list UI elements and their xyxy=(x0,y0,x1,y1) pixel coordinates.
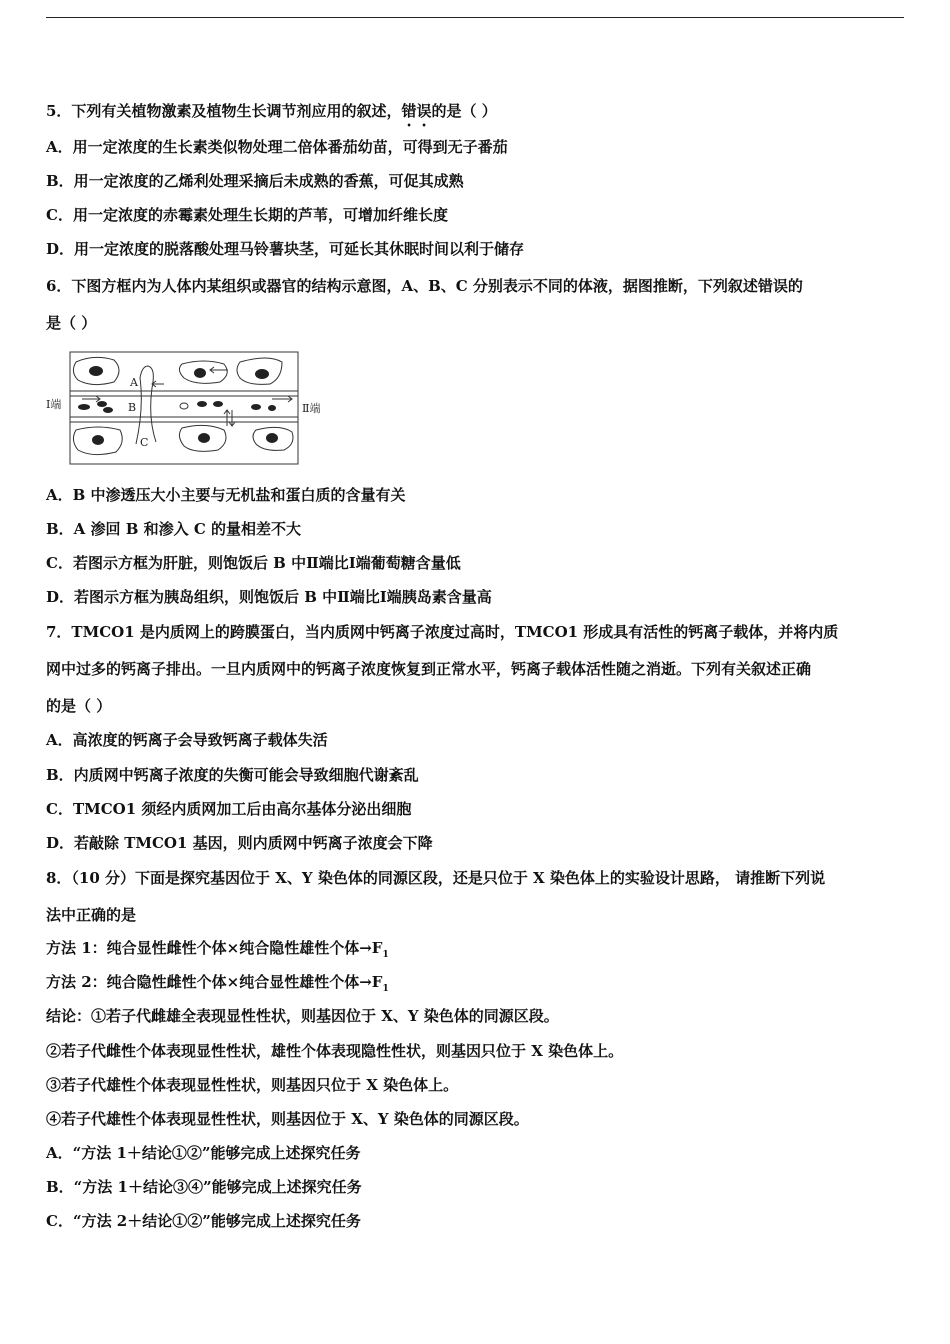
diagram-frame xyxy=(70,352,298,464)
q8-option-a: A．“方法 1＋结论①②”能够完成上述探究任务 xyxy=(46,1144,361,1162)
arrow-cell-exchange xyxy=(210,367,228,373)
blood-cell-8 xyxy=(268,405,276,411)
flow-arrow-left xyxy=(82,396,100,402)
label-b: B xyxy=(128,401,137,414)
q8-method-1-sub: 1 xyxy=(382,950,389,960)
q5-option-a: A．用一定浓度的生长素类似物处理二倍体番茄幼苗，可得到无子番茄 xyxy=(46,138,508,156)
q8-method-1 xyxy=(46,938,389,965)
q6-stem-line1: 6．下图方框内为人体内某组织或器官的结构示意图，A、B、C 分别表示不同的体液，据图推断，下列叙述错误的 xyxy=(46,277,803,295)
q8-option-b: B．“方法 1＋结论③④”能够完成上述探究任务 xyxy=(46,1178,362,1196)
header-rule xyxy=(46,17,904,18)
q5-option-b: B．用一定浓度的乙烯利处理采摘后未成熟的香蕉，可促其成熟 xyxy=(46,172,464,190)
label-c: C xyxy=(140,436,149,449)
nucleus-top-1 xyxy=(89,366,103,376)
nucleus-top-3 xyxy=(255,369,269,379)
q8-conclusion-3: ③若子代雄性个体表现显性性状，则基因只位于 X 染色体上。 xyxy=(46,1076,459,1094)
q7-option-a: A．高浓度的钙离子会导致钙离子载体失活 xyxy=(46,731,328,749)
label-end-2: Ⅱ端 xyxy=(302,402,321,415)
q8-option-c: C．“方法 2＋结论①②”能够完成上述探究任务 xyxy=(46,1212,361,1230)
label-end-1: Ⅰ端 xyxy=(46,398,62,411)
q6-option-a: A．B 中渗透压大小主要与无机盐和蛋白质的含量有关 xyxy=(46,486,406,504)
q8-conclusion-4: ④若子代雄性个体表现显性性状，则基因位于 X、Y 染色体的同源区段。 xyxy=(46,1110,529,1128)
nucleus-bottom-2 xyxy=(198,433,210,443)
q5-stem-pre: 5．下列有关植物激素及植物生长调节剂应用的叙述， xyxy=(46,102,402,120)
q8-method-1-text: 方法 1：纯合显性雌性个体×纯合隐性雄性个体→F xyxy=(46,939,383,957)
q6-option-b: B．A 渗回 B 和渗入 C 的量相差不大 xyxy=(46,520,302,538)
q8-conclusion-2: ②若子代雌性个体表现显性性状，雄性个体表现隐性性状，则基因只位于 X 染色体上。 xyxy=(46,1042,624,1060)
blood-cell-4 xyxy=(180,403,188,409)
nucleus-bottom-3 xyxy=(266,433,278,443)
arrow-to-lymph xyxy=(152,381,164,387)
q7-option-c: C．TMCO1 须经内质网加工后由高尔基体分泌出细胞 xyxy=(46,800,412,818)
label-a: A xyxy=(130,376,138,389)
q6-stem-line2: 是（ ） xyxy=(46,314,97,332)
blood-cell-3 xyxy=(103,407,113,413)
blood-cell-6 xyxy=(213,401,223,407)
flow-arrow-right xyxy=(272,396,292,402)
q5-stem xyxy=(46,101,497,130)
lymph-vessel xyxy=(136,366,156,444)
q8-method-2-text: 方法 2：纯合隐性雌性个体×纯合显性雄性个体→F xyxy=(46,973,383,991)
blood-cell-2 xyxy=(97,401,107,407)
q5-stem-emphasis: 错误 xyxy=(401,102,432,120)
q7-stem-line3: 的是（ ） xyxy=(46,697,112,715)
nucleus-top-2 xyxy=(194,368,206,378)
q7-option-d: D．若敲除 TMCO1 基因，则内质网中钙离子浓度会下降 xyxy=(46,834,433,852)
q6-option-c: C．若图示方框为肝脏，则饱饭后 B 中Ⅱ端比Ⅰ端葡萄糖含量低 xyxy=(46,554,461,572)
tissue-diagram-svg xyxy=(44,348,334,468)
q7-stem-line1: 7．TMCO1 是内质网上的跨膜蛋白，当内质网中钙离子浓度过高时，TMCO1 形成具有活性的钙离子载体，并将内质 xyxy=(46,623,839,641)
tissue-diagram xyxy=(44,348,334,472)
blood-cell-5 xyxy=(197,401,207,407)
q8-conclusion-1: 结论：①若子代雌雄全表现显性性状，则基因位于 X、Y 染色体的同源区段。 xyxy=(46,1007,559,1025)
q5-option-c: C．用一定浓度的赤霉素处理生长期的芦苇，可增加纤维长度 xyxy=(46,206,448,224)
q5-stem-post: 的是（ ） xyxy=(431,102,497,120)
q8-method-2 xyxy=(46,972,389,999)
q8-method-2-sub: 1 xyxy=(382,984,389,994)
q7-option-b: B．内质网中钙离子浓度的失衡可能会导致细胞代谢紊乱 xyxy=(46,766,419,784)
q8-stem-line2: 法中正确的是 xyxy=(46,906,137,924)
arrow-exchange-up xyxy=(224,410,230,426)
q6-option-d: D．若图示方框为胰岛组织，则饱饭后 B 中Ⅱ端比Ⅰ端胰岛素含量高 xyxy=(46,588,492,606)
arrow-exchange-down xyxy=(229,410,235,426)
nucleus-bottom-1 xyxy=(92,435,104,445)
q8-stem-line1: 8．（10 分）下面是探究基因位于 X、Y 染色体的同源区段，还是只位于 X 染色体上的实验设计思路， 请推断下列说 xyxy=(46,869,826,887)
blood-cell-7 xyxy=(251,404,261,410)
blood-cell-1 xyxy=(78,404,90,410)
q5-option-d: D．用一定浓度的脱落酸处理马铃薯块茎，可延长其休眠时间以利于储存 xyxy=(46,240,525,258)
q7-stem-line2: 网中过多的钙离子排出。一旦内质网中的钙离子浓度恢复到正常水平，钙离子载体活性随之消逝。下列有关叙述正确 xyxy=(46,660,812,678)
